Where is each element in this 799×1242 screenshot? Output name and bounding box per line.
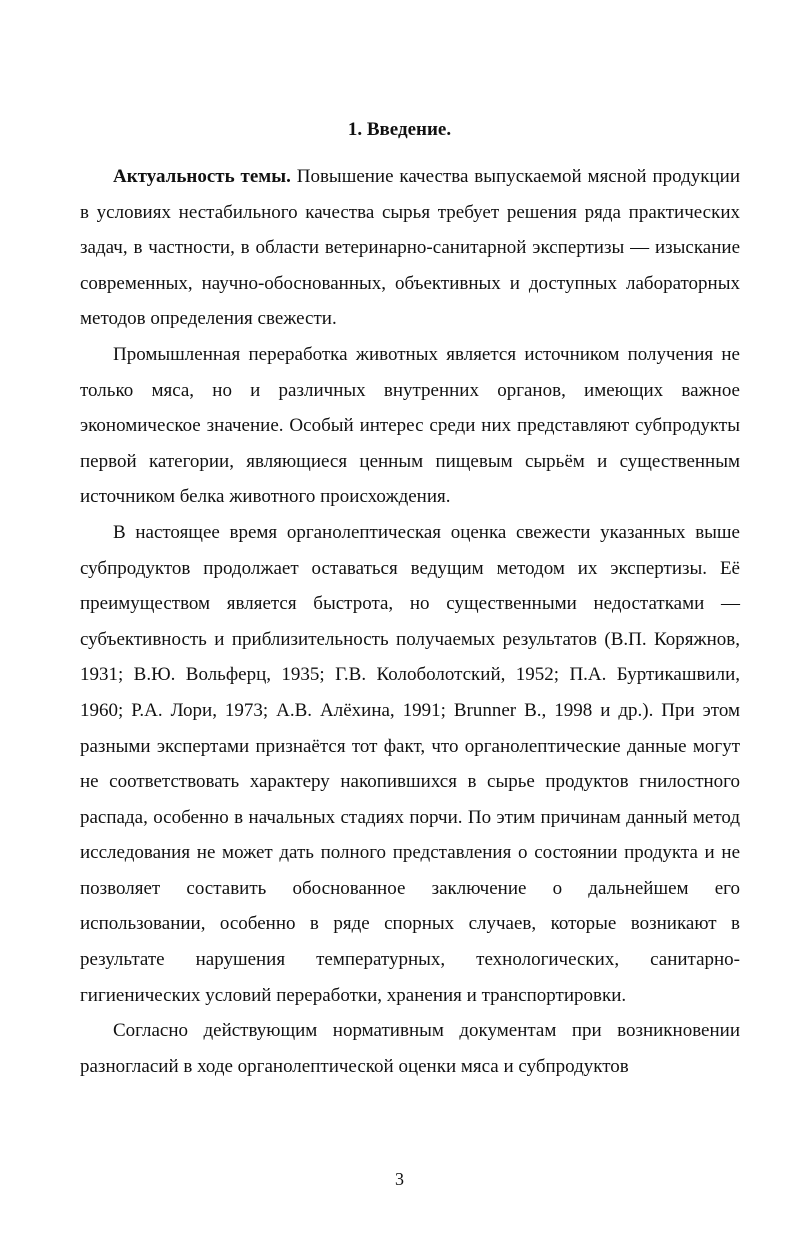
paragraph-processing: [80, 337, 740, 515]
paragraph-text: Повышение качества выпускаемой мясной продукции в условиях нестабильного качества сырья требует решения ряда практических задач, в частности, в области ветеринарно-санитарной экспертизы — изыскание современных, научно-обоснованных, объективных и доступных лабораторных методов определения свежести.: [80, 166, 741, 330]
paragraph-text: Согласно действующим нормативным документам при возникновении разногласий в ходе органолептической оценки мяса и субпродуктов: [80, 1020, 740, 1077]
paragraph-text: В настоящее время органолептическая оценка свежести указанных выше субпродуктов продолжает оставаться ведущим методом их экспертизы. Её преимуществом является быстрота, но существенными недостатками — субъективность и приблизительность получаемых результатов (В.П. Коряжнов, 1931; В.Ю. Вольферц, 1935; Г.В. Колоболотский, 1952; П.А. Буртикашвили, 1960; Р.А. Лори, 1973; А.В. Алёхина, 1991; Brunner B., 1998 и др.). При этом разными экспертами признаётся тот факт, что органолептические данные могут не соответствовать характеру накопившихся в сырье продуктов гнилостного распада, особенно в начальных стадиях порчи. По этим причинам данный метод исследования не может дать полного представления о состоянии продукта и не позволяет составить обоснованное заключение о дальнейшем его использовании, особенно в ряде спорных случаев, которые возникают в результате нарушения температурных, технологических, санитарно-гигиенических условий переработки, хранения и транспортировки.: [80, 521, 740, 1006]
section-heading: 1. Введение.: [347, 119, 452, 140]
paragraph-relevance: [80, 159, 740, 337]
paragraph-organoleptic: [80, 515, 740, 1013]
paragraph-lead: Актуальность темы.: [113, 166, 291, 187]
paragraph-regulations: [80, 1013, 740, 1084]
body-text: [80, 159, 740, 1084]
paragraph-text: Промышленная переработка животных является источником получения не только мяса, но и различных внутренних органов, имеющих важное экономическое значение. Особый интерес среди них представляют субпродукты первой категории, являющиеся ценным пищевым сырьём и существенным источником белка животного происхождения.: [80, 343, 740, 508]
page-number: 3: [395, 1169, 404, 1189]
